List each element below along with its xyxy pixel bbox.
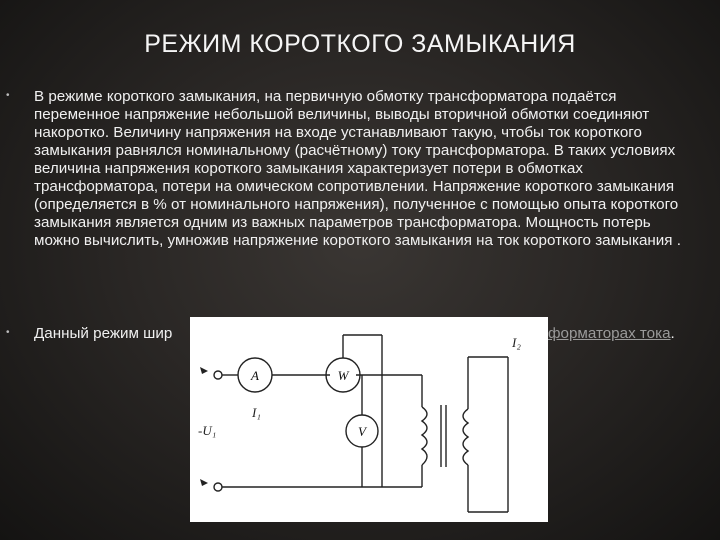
paragraph2-text: Данный режим шир [34, 325, 173, 342]
input-terminal-bottom [214, 483, 222, 491]
ammeter-label: A [251, 368, 259, 383]
primary-winding [422, 407, 427, 465]
bullet-paragraph-1: В режиме короткого замыкания, на первичную обмотку трансформатора подаётся переменное напряжение небольшой величины, выводы вторичной обмотки соединяют накоротко. Величину напряжения на входе устанавливают такую, чтобы ток короткого замыкания равнялся номинальному (расчётному) току трансформатора. В таких условиях величина напряжения короткого замыкания характеризует потери в обмотках трансформатора, потери на омическом сопротивлении. Напряжение короткого замыкания (определяется в % от номинального напряжения), полученное с помощью опыта короткого замыкания является одним из важных параметров трансформатора. Мощность потерь можно вычислить, умножив напряжение короткого замыкания на ток короткого замыкания . [34, 88, 681, 249]
wattmeter-label: W [337, 368, 349, 383]
input-terminal-top [214, 371, 222, 379]
paragraph2-tail [548, 325, 675, 343]
secondary-winding [463, 409, 468, 465]
current-transformers-link[interactable]: форматорах тока [548, 325, 671, 342]
arrow-icon [200, 479, 208, 486]
short-circuit-circuit-diagram [190, 317, 548, 522]
voltage-u1-label: -U₁ [198, 423, 217, 438]
paragraph2-end: . [670, 325, 675, 342]
voltmeter-label: V [358, 424, 366, 439]
current-i1-label: I₁ [252, 405, 261, 420]
bullet-marker: • [6, 327, 10, 338]
current-i2-label: I₂ [512, 335, 521, 350]
slide-title: РЕЖИМ КОРОТКОГО ЗАМЫКАНИЯ [144, 30, 576, 58]
circuit-svg [190, 317, 548, 522]
bullet-marker: • [6, 90, 10, 101]
arrow-icon [200, 367, 208, 374]
